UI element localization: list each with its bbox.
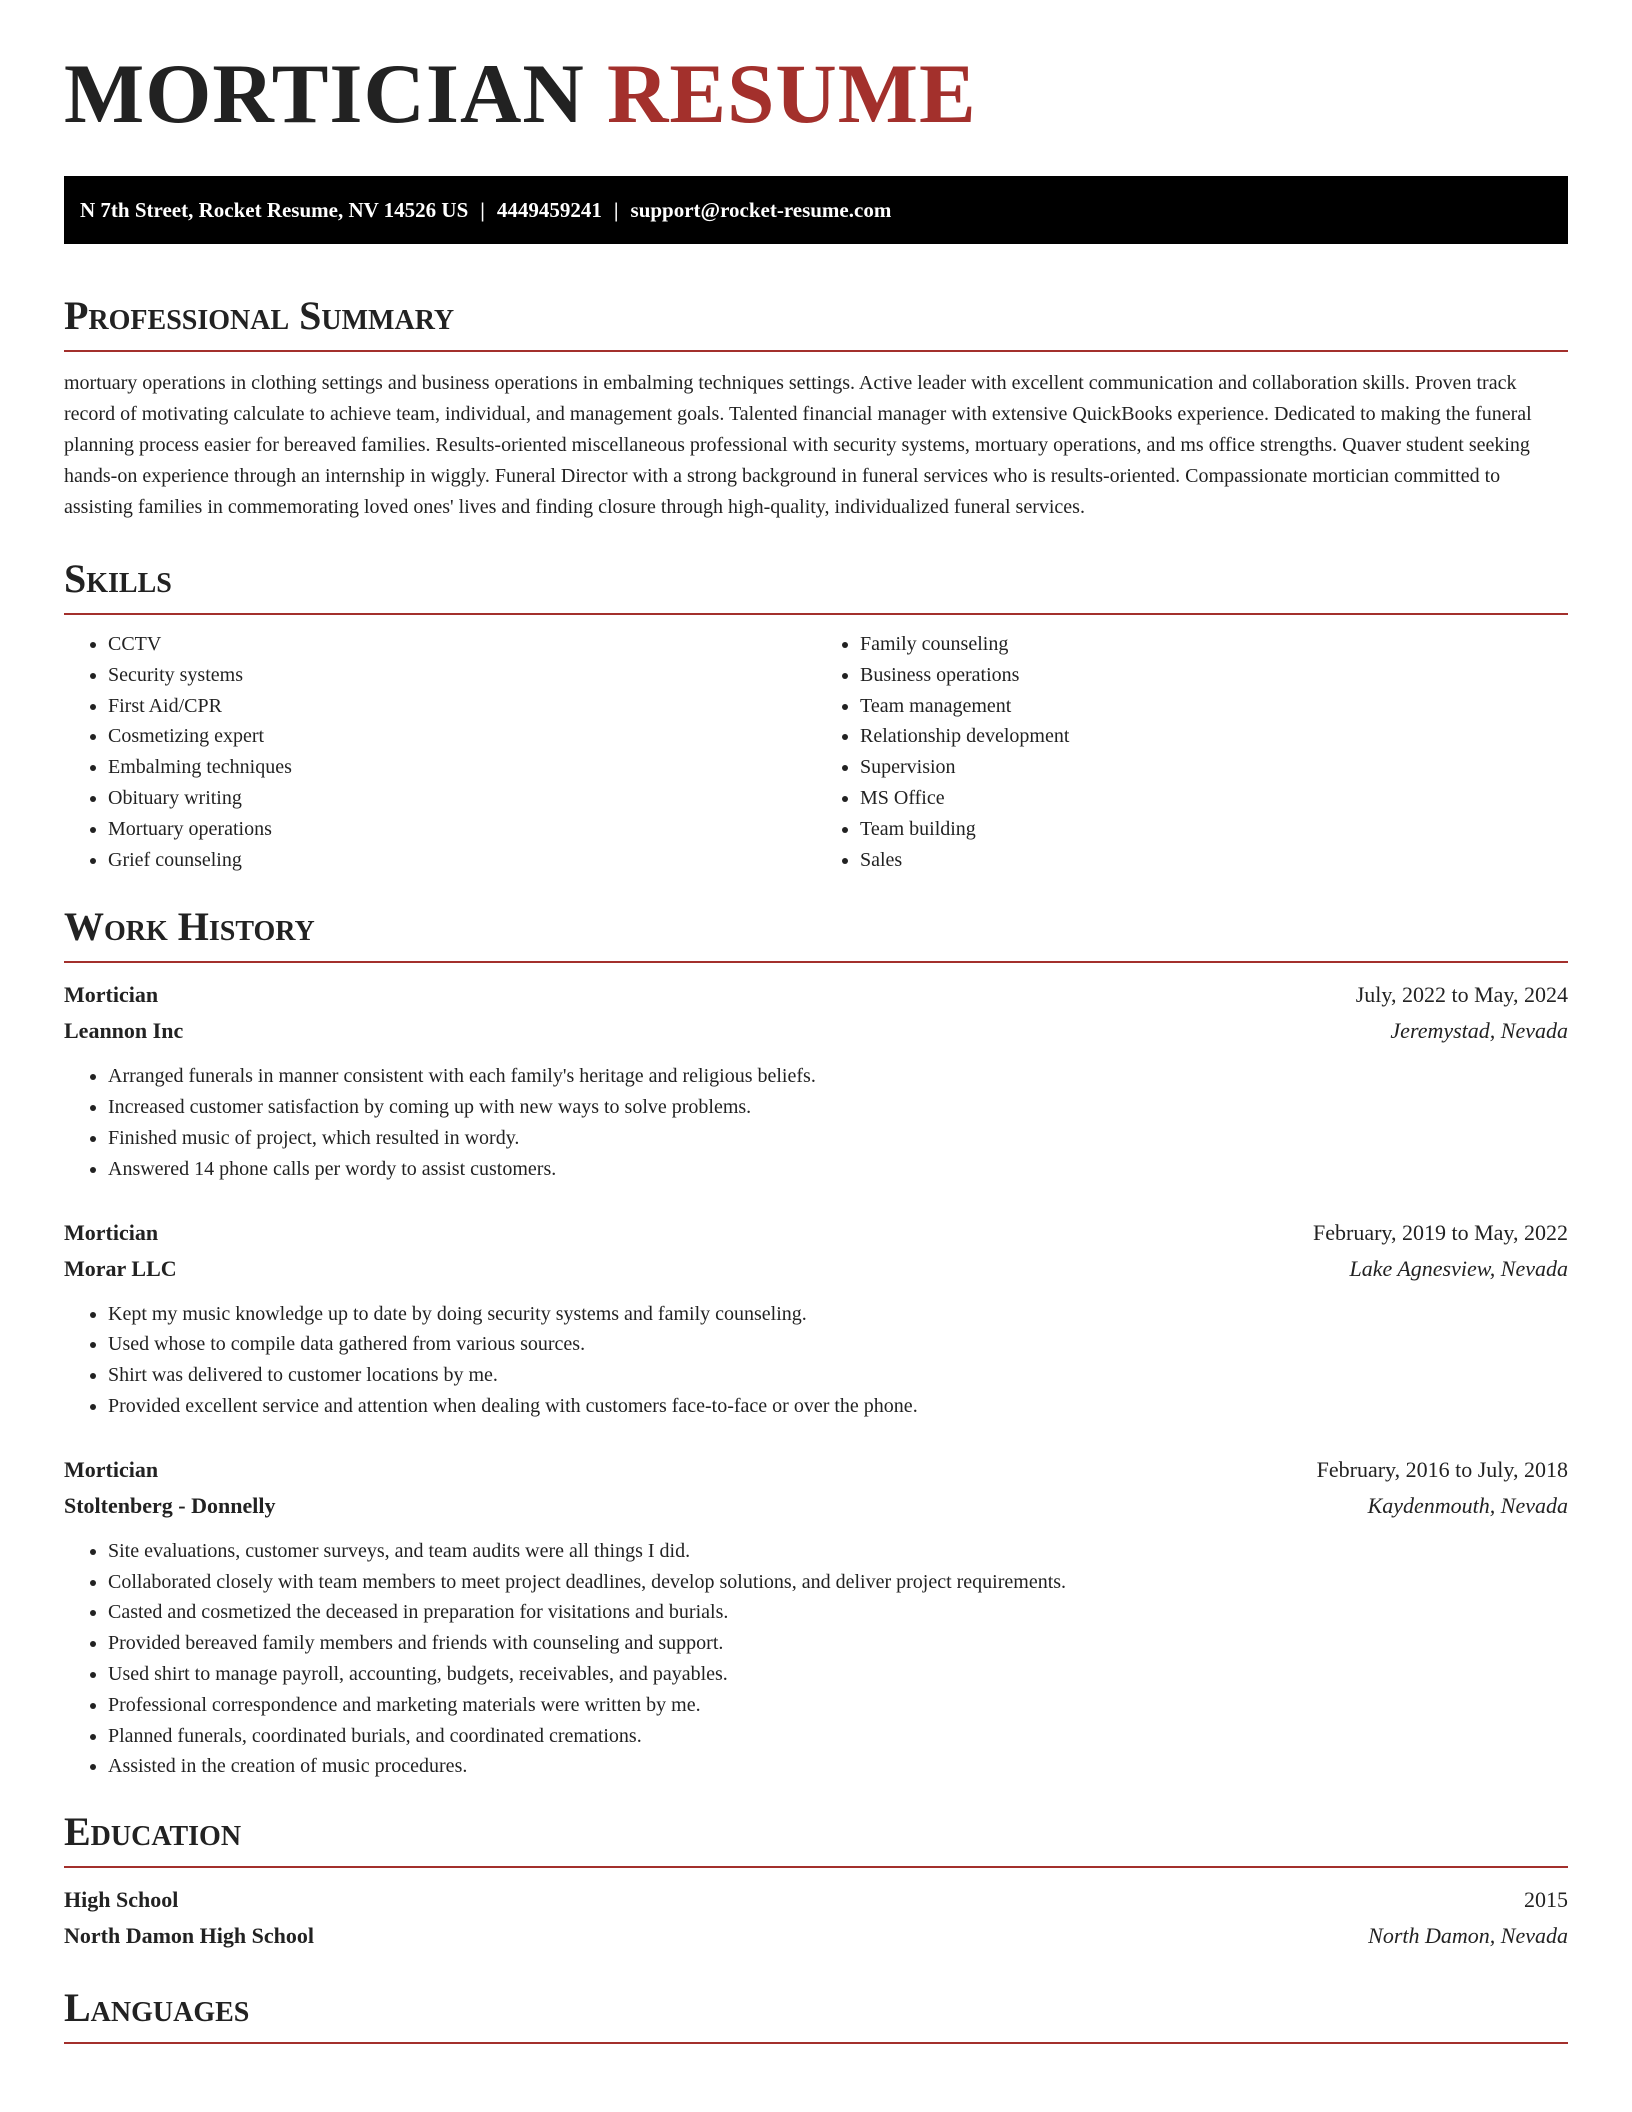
job-bullet: • Planned funerals, coordinated burials, and coordinated cremations.	[108, 1721, 1568, 1752]
resume-title	[64, 0, 1568, 141]
job-title: Mortician	[64, 1219, 159, 1245]
title-accent: RESUME	[607, 47, 977, 141]
skill-item: • Obituary writing	[108, 783, 816, 814]
skill-item: • Cosmetizing expert	[108, 721, 816, 752]
education-section	[64, 1809, 1568, 1954]
education-school: North Damon High School	[64, 1923, 314, 1949]
summary-text: mortuary operations in clothing settings and business operations in embalming techniques settings. Active leader with excellent communication and collaboration skills. Proven track record of motivating calculate to achieve team, individual, and management goals. Talented financial manager with extensive QuickBooks experience. Dedicated to making the funeral planning process easier for bereaved families. Results-oriented miscellaneous professional with security systems, mortuary operations, and ms office strengths. Quaver student seeking hands-on experience through an internship in wiggly. Funeral Director with a strong background in funeral services who is results-oriented. Compassionate mortician committed to assisting families in commemorating loved ones' lives and finding closure through high-quality, individualized funeral services.	[64, 372, 1532, 518]
job-bullet: • Kept my music knowledge up to date by doing security systems and family counseling.	[108, 1299, 1568, 1330]
job-bullet: • Professional correspondence and marketing materials were written by me.	[108, 1690, 1568, 1721]
education-heading: Education	[64, 1812, 1568, 1868]
job-bullet: • Arranged funerals in manner consistent with each family's heritage and religious beliefs.	[108, 1061, 1568, 1092]
job-dates: February, 2016 to July, 2018	[1316, 1456, 1568, 1482]
job-entry	[64, 977, 1568, 1184]
skill-item: • Team building	[860, 814, 1568, 845]
job-bullet: • Casted and cosmetized the deceased in preparation for visitations and burials.	[108, 1597, 1568, 1628]
job-company-row	[64, 1251, 1568, 1287]
job-entry	[64, 1452, 1568, 1782]
contact-phone[interactable]: 4449459241	[496, 198, 602, 222]
education-year: 2015	[1524, 1887, 1568, 1913]
job-dates: July, 2022 to May, 2024	[1355, 982, 1568, 1008]
job-bullet: • Finished music of project, which resulted in wordy.	[108, 1123, 1568, 1154]
skill-item: • Family counseling	[860, 629, 1568, 660]
skill-item: • CCTV	[108, 629, 816, 660]
summary-heading: Professional Summary	[64, 296, 1568, 352]
job-bullet: • Increased customer satisfaction by coming up with new ways to solve problems.	[108, 1092, 1568, 1123]
education-degree: High School	[64, 1887, 179, 1913]
skills-section	[64, 556, 1568, 875]
job-company: Leannon Inc	[64, 1018, 184, 1044]
job-title-row	[64, 1215, 1568, 1251]
skill-item: • Relationship development	[860, 721, 1568, 752]
skill-item: • First Aid/CPR	[108, 691, 816, 722]
job-bullet: • Shirt was delivered to customer locations by me.	[108, 1360, 1568, 1391]
skill-item: • Team management	[860, 691, 1568, 722]
title-main: MORTICIAN	[64, 47, 585, 141]
job-bullet: • Used shirt to manage payroll, accounting, budgets, receivables, and payables.	[108, 1659, 1568, 1690]
skill-item: • Embalming techniques	[108, 752, 816, 783]
job-title: Mortician	[64, 982, 159, 1008]
work-history-section	[64, 904, 1568, 1782]
contact-address: N 7th Street, Rocket Resume, NV 14526 US	[80, 198, 469, 222]
contact-separator: |	[613, 198, 619, 222]
job-entry	[64, 1215, 1568, 1422]
summary-section	[64, 293, 1568, 523]
job-company-row	[64, 1488, 1568, 1524]
contact-separator: |	[480, 198, 485, 222]
skills-heading: Skills	[64, 559, 1568, 615]
job-company: Stoltenberg - Donnelly	[64, 1492, 276, 1518]
languages-section	[64, 1985, 1568, 2044]
skills-columns	[64, 629, 1568, 875]
skill-item: • MS Office	[860, 783, 1568, 814]
job-title-row	[64, 977, 1568, 1013]
work-history-heading: Work History	[64, 907, 1568, 963]
skill-item: • Security systems	[108, 660, 816, 691]
job-bullet: • Site evaluations, customer surveys, and team audits were all things I did.	[108, 1536, 1568, 1567]
education-location: North Damon, Nevada	[1368, 1923, 1568, 1949]
skill-item: • Business operations	[860, 660, 1568, 691]
job-bullet: • Assisted in the creation of music procedures.	[108, 1751, 1568, 1782]
job-bullet: • Answered 14 phone calls per wordy to assist customers.	[108, 1154, 1568, 1185]
contact-email[interactable]: support@rocket-resume.com	[630, 198, 892, 222]
skill-item: • Sales	[860, 845, 1568, 876]
job-bullets	[64, 1299, 1568, 1422]
education-entry	[64, 1882, 1568, 1954]
education-degree-row	[64, 1882, 1568, 1918]
job-dates: February, 2019 to May, 2022	[1313, 1219, 1568, 1245]
skills-list-left	[64, 629, 816, 875]
job-title-row	[64, 1452, 1568, 1488]
skill-item: • Grief counseling	[108, 845, 816, 876]
education-school-row	[64, 1918, 1568, 1954]
job-title: Mortician	[64, 1456, 159, 1482]
contact-bar	[64, 176, 1568, 244]
job-company: Morar LLC	[64, 1255, 177, 1281]
skill-item: • Mortuary operations	[108, 814, 816, 845]
job-location: Lake Agnesview, Nevada	[1349, 1255, 1568, 1281]
job-location: Kaydenmouth, Nevada	[1367, 1492, 1568, 1518]
job-bullet: • Provided excellent service and attention when dealing with customers face-to-face or over the phone.	[108, 1391, 1568, 1422]
job-bullet: • Used whose to compile data gathered from various sources.	[108, 1329, 1568, 1360]
job-company-row	[64, 1013, 1568, 1049]
job-location: Jeremystad, Nevada	[1390, 1018, 1568, 1044]
job-bullet: • Collaborated closely with team members to meet project deadlines, develop solutions, and deliver project requirements.	[108, 1567, 1568, 1598]
skills-list-right	[816, 629, 1568, 875]
job-bullets	[64, 1061, 1568, 1184]
job-bullets	[64, 1536, 1568, 1782]
job-bullet: • Provided bereaved family members and friends with counseling and support.	[108, 1628, 1568, 1659]
languages-heading: Languages	[64, 1988, 1568, 2044]
skill-item: • Supervision	[860, 752, 1568, 783]
